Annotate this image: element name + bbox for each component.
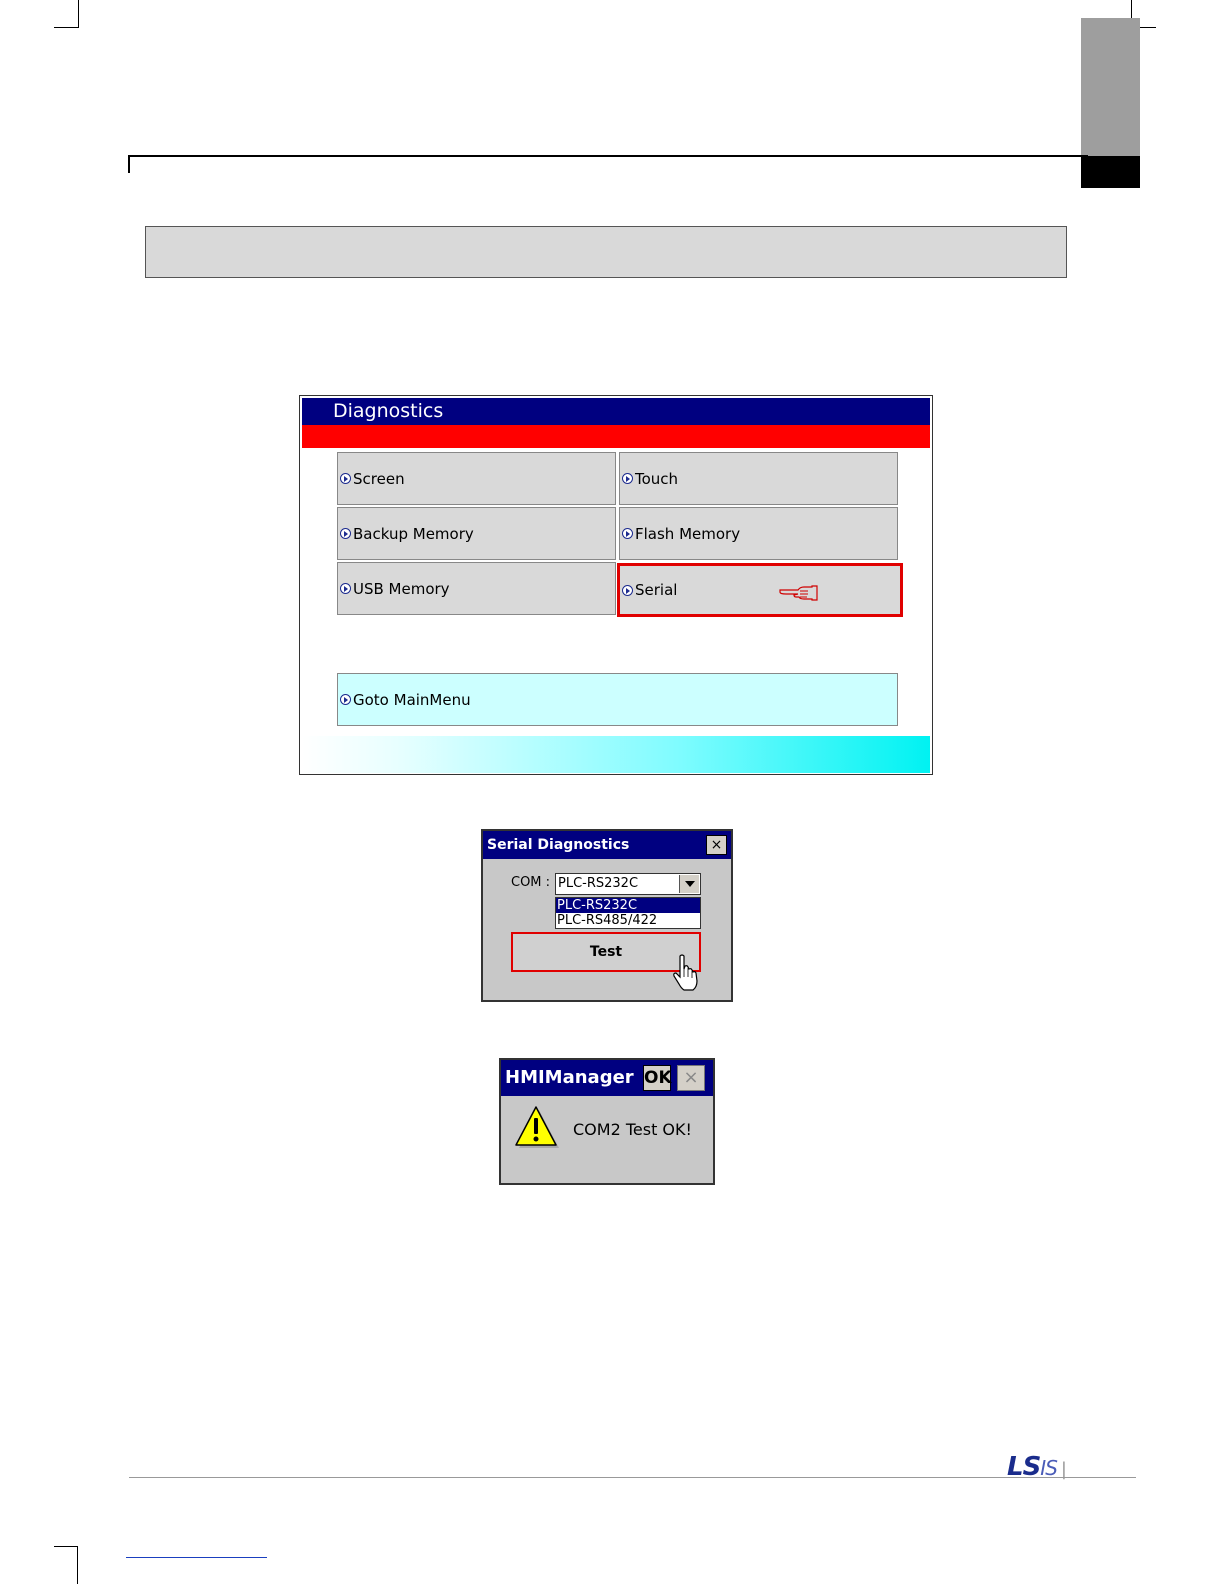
section-heading-box — [145, 226, 1067, 278]
crop-mark — [54, 1546, 78, 1547]
com-select[interactable] — [555, 873, 701, 895]
backup-memory-button-label: Backup Memory — [353, 524, 474, 543]
com-selected-value: PLC-RS232C — [558, 876, 639, 891]
pointing-hand-icon — [778, 582, 820, 604]
screen-button-label: Screen — [353, 469, 405, 488]
usb-memory-button[interactable] — [337, 562, 616, 615]
touch-button-label: Touch — [635, 469, 679, 488]
arrow-icon — [340, 583, 351, 594]
header-rule-tick — [128, 155, 130, 173]
hmimanager-dialog — [499, 1058, 715, 1185]
close-icon[interactable]: × — [706, 835, 727, 855]
diagnostics-window — [299, 395, 933, 775]
goto-mainmenu-label: Goto MainMenu — [353, 690, 471, 709]
serial-button-label: Serial — [635, 581, 678, 599]
chapter-tab-marker — [1081, 156, 1140, 188]
warning-icon — [513, 1104, 561, 1152]
screen-button[interactable] — [337, 452, 616, 505]
diagnostics-footer-band — [302, 736, 930, 773]
com-option-rs232c[interactable]: PLC-RS232C — [556, 898, 700, 913]
arrow-icon — [340, 528, 351, 539]
diagnostics-title: Diagnostics — [302, 398, 930, 425]
arrow-icon — [622, 528, 633, 539]
close-icon[interactable]: × — [677, 1065, 705, 1091]
touch-button[interactable] — [619, 452, 898, 505]
backup-memory-button[interactable] — [337, 507, 616, 560]
serial-button[interactable] — [619, 565, 901, 615]
goto-mainmenu-button[interactable] — [337, 673, 898, 726]
flash-memory-button[interactable] — [619, 507, 898, 560]
footer-link-underline — [126, 1557, 267, 1558]
com-dropdown-list — [555, 897, 701, 929]
chevron-down-icon[interactable] — [679, 875, 699, 893]
logo-is: IS — [1040, 1456, 1057, 1480]
usb-memory-button-label: USB Memory — [353, 579, 450, 598]
serial-diagnostics-dialog — [481, 829, 733, 1002]
hmi-message: COM2 Test OK! — [573, 1120, 692, 1139]
ok-button[interactable]: OK — [643, 1065, 671, 1091]
hmi-dialog-title: HMIManager — [501, 1060, 713, 1096]
crop-mark — [78, 0, 79, 27]
com-option-rs485[interactable]: PLC-RS485/422 — [557, 913, 658, 928]
com-label: COM : — [511, 875, 551, 890]
footer-rule — [129, 1477, 1136, 1478]
header-rule — [128, 155, 1088, 157]
arrow-icon — [622, 473, 633, 484]
hand-cursor-icon — [671, 953, 701, 993]
crop-mark — [54, 27, 79, 28]
flash-memory-button-label: Flash Memory — [635, 524, 741, 543]
logo-ls: LS — [1007, 1452, 1041, 1482]
diagnostics-red-band — [302, 425, 930, 448]
arrow-icon — [622, 585, 633, 596]
test-button[interactable]: Test — [511, 932, 701, 972]
arrow-icon — [340, 694, 351, 705]
chapter-tab — [1081, 18, 1140, 156]
serial-dialog-title: Serial Diagnostics — [483, 831, 731, 859]
arrow-icon — [340, 473, 351, 484]
logo-divider: | — [1060, 1459, 1066, 1480]
crop-mark — [77, 1546, 78, 1584]
company-logo — [1007, 1452, 1066, 1482]
